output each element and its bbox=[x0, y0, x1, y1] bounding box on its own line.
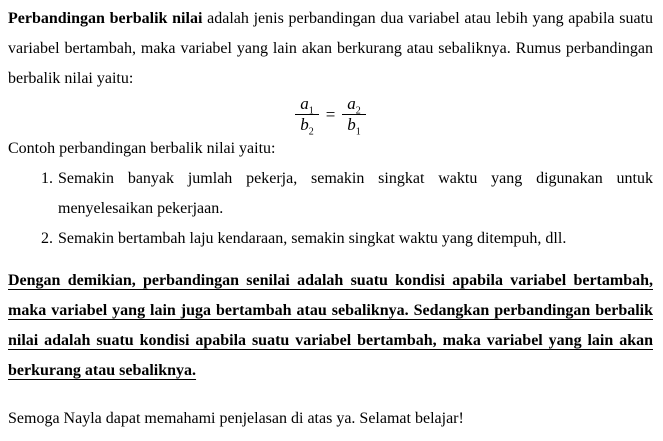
left-fraction-numerator: $a_1$ bbox=[295, 94, 319, 115]
right-fraction-denominator: $b_1$ bbox=[347, 114, 361, 137]
formula-right-fraction bbox=[342, 93, 366, 137]
list-item-text: Semakin banyak jumlah pekerja, semakin singkat waktu yang digunakan untuk menyelesaikan pekerjaan. bbox=[58, 170, 653, 217]
intro-bold-term: Perbandingan berbalik nilai bbox=[8, 10, 203, 27]
list-item bbox=[8, 164, 653, 224]
list-item bbox=[8, 224, 653, 254]
equals-sign: = bbox=[325, 105, 336, 124]
right-fraction-numerator: $a_2$ bbox=[342, 94, 366, 115]
examples-intro-line: Contoh perbandingan berbalik nilai yaitu: bbox=[8, 140, 276, 157]
list-item-text: Semakin bertambah laju kendaraan, semakin singkat waktu yang ditempuh, dll. bbox=[58, 230, 567, 247]
conclusion-paragraph: Dengan demikian, perbandingan senilai adalah suatu kondisi apabila variabel bertambah, maka variabel yang lain juga bertambah atau sebaliknya. Sedangkan perbandingan berbalik nilai adalah suatu kondisi apabila suatu variabel bertambah, maka variabel yang lain akan berkurang atau sebaliknya. bbox=[8, 272, 653, 379]
intro-paragraph bbox=[8, 4, 653, 94]
formula-left-fraction bbox=[295, 93, 319, 137]
left-fraction-denominator: $b_2$ bbox=[300, 114, 314, 137]
list-item-number: 1. bbox=[41, 170, 53, 187]
closing-line: Semoga Nayla dapat memahami penjelasan di atas ya. Selamat belajar! bbox=[8, 410, 464, 427]
inverse-proportion-formula bbox=[8, 93, 653, 137]
list-item-number: 2. bbox=[41, 230, 53, 247]
intro-paragraph-text: adalah jenis perbandingan dua variabel atau lebih yang apabila suatu variabel bertambah, maka variabel yang lain akan berkurang atau sebaliknya. Rumus perbandingan berbalik nilai yaitu: bbox=[8, 10, 653, 87]
examples-list bbox=[8, 164, 653, 254]
